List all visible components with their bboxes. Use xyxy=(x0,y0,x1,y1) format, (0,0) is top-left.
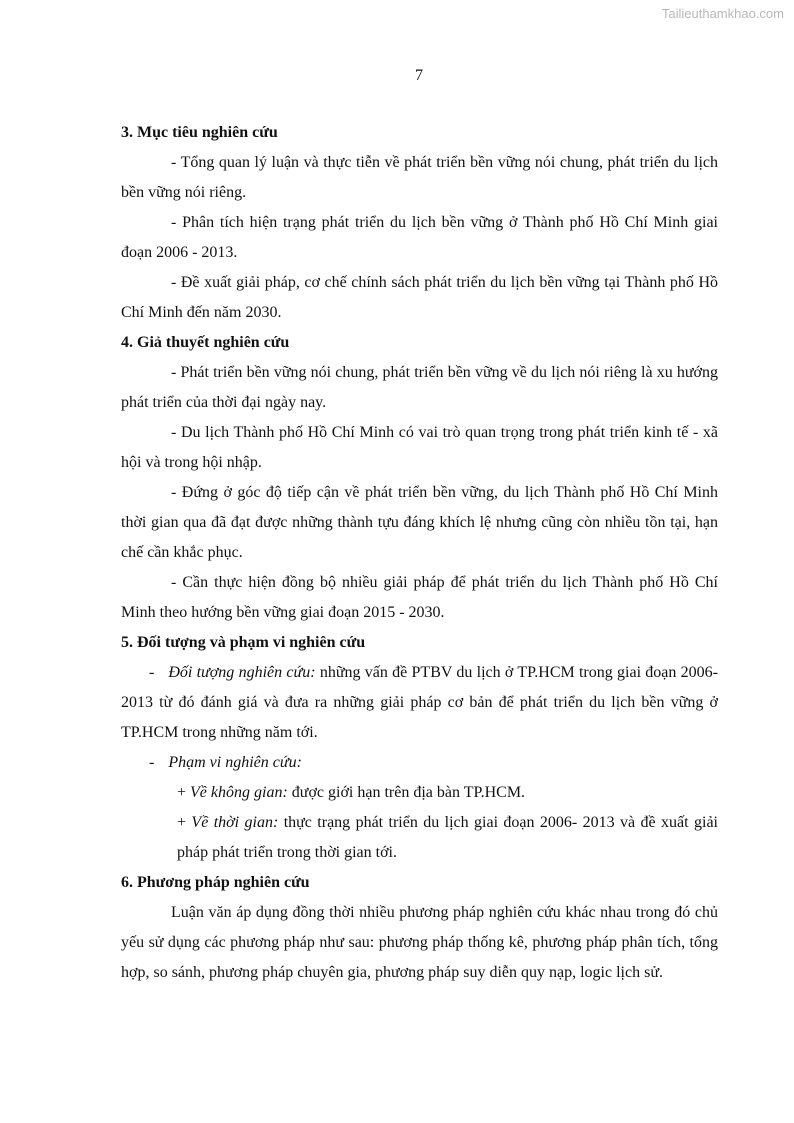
plus: + xyxy=(177,784,191,801)
scope-space-label: Về không gian: xyxy=(190,784,288,801)
section-4-heading: 4. Giả thuyết nghiên cứu xyxy=(121,334,290,351)
section-3-item: - Tổng quan lý luận và thực tiễn về phát triển bền vững nói chung, phát triển du lịch bền vững nói riêng. xyxy=(121,154,718,201)
research-scope xyxy=(121,748,718,778)
scope-time-text: thực trạng phát triển du lịch giai đoạn 2006- 2013 và đề xuất giải pháp phát triển trong thời gian tới. xyxy=(177,814,718,861)
scope-space-text: được giới hạn trên địa bàn TP.HCM. xyxy=(287,784,526,801)
dash: - xyxy=(149,664,155,681)
research-object xyxy=(121,658,718,748)
document-body xyxy=(121,118,718,988)
page-number: 7 xyxy=(415,67,423,84)
section-5-heading: 5. Đối tượng và phạm vi nghiên cứu xyxy=(121,634,366,651)
scope-time-label: Về thời gian: xyxy=(191,814,279,831)
research-object-label: Đối tượng nghiên cứu: xyxy=(168,664,316,681)
section-4-item: - Đứng ở góc độ tiếp cận về phát triển bền vững, du lịch Thành phố Hồ Chí Minh thời gian qua đã đạt được những thành tựu đáng khích lệ nhưng cũng còn nhiều tồn tại, hạn chế cần khắc phục. xyxy=(121,484,718,561)
watermark: Tailieuthamkhao.com xyxy=(661,6,784,21)
scope-time xyxy=(121,808,718,868)
section-6-heading: 6. Phương pháp nghiên cứu xyxy=(121,874,310,891)
dash: - xyxy=(149,754,155,771)
section-3-heading: 3. Mục tiêu nghiên cứu xyxy=(121,124,278,141)
section-3-item: - Phân tích hiện trạng phát triển du lịch bền vững ở Thành phố Hồ Chí Minh giai đoạn 2006 - 2013. xyxy=(121,214,718,261)
section-4-item: - Phát triển bền vững nói chung, phát triển bền vững về du lịch nói riêng là xu hướng phát triển của thời đại ngày nay. xyxy=(121,364,718,411)
research-scope-label: Phạm vi nghiên cứu: xyxy=(168,754,302,771)
scope-space xyxy=(121,778,718,808)
section-4-item: - Cần thực hiện đồng bộ nhiều giải pháp để phát triển du lịch Thành phố Hồ Chí Minh theo hướng bền vững giai đoạn 2015 - 2030. xyxy=(121,574,718,621)
section-4-item: - Du lịch Thành phố Hồ Chí Minh có vai trò quan trọng trong phát triển kinh tế - xã hội và trong hội nhập. xyxy=(121,424,718,471)
section-6-text: Luận văn áp dụng đồng thời nhiều phương pháp nghiên cứu khác nhau trong đó chủ yếu sử dụng các phương pháp như sau: phương pháp thống kê, phương pháp phân tích, tổng hợp, so sánh, phương pháp chuyên gia, phương pháp suy diễn quy nạp, logic lịch sử. xyxy=(121,904,718,981)
section-3-item: - Đề xuất giải pháp, cơ chế chính sách phát triển du lịch bền vững tại Thành phố Hồ Chí Minh đến năm 2030. xyxy=(121,274,718,321)
research-object-text: những vấn đề PTBV du lịch ở TP.HCM trong giai đoạn 2006- 2013 từ đó đánh giá và đưa ra những giải pháp cơ bản để phát triển du lịch bền vững ở TP.HCM trong những năm tới. xyxy=(121,664,718,741)
plus: + xyxy=(177,814,192,831)
